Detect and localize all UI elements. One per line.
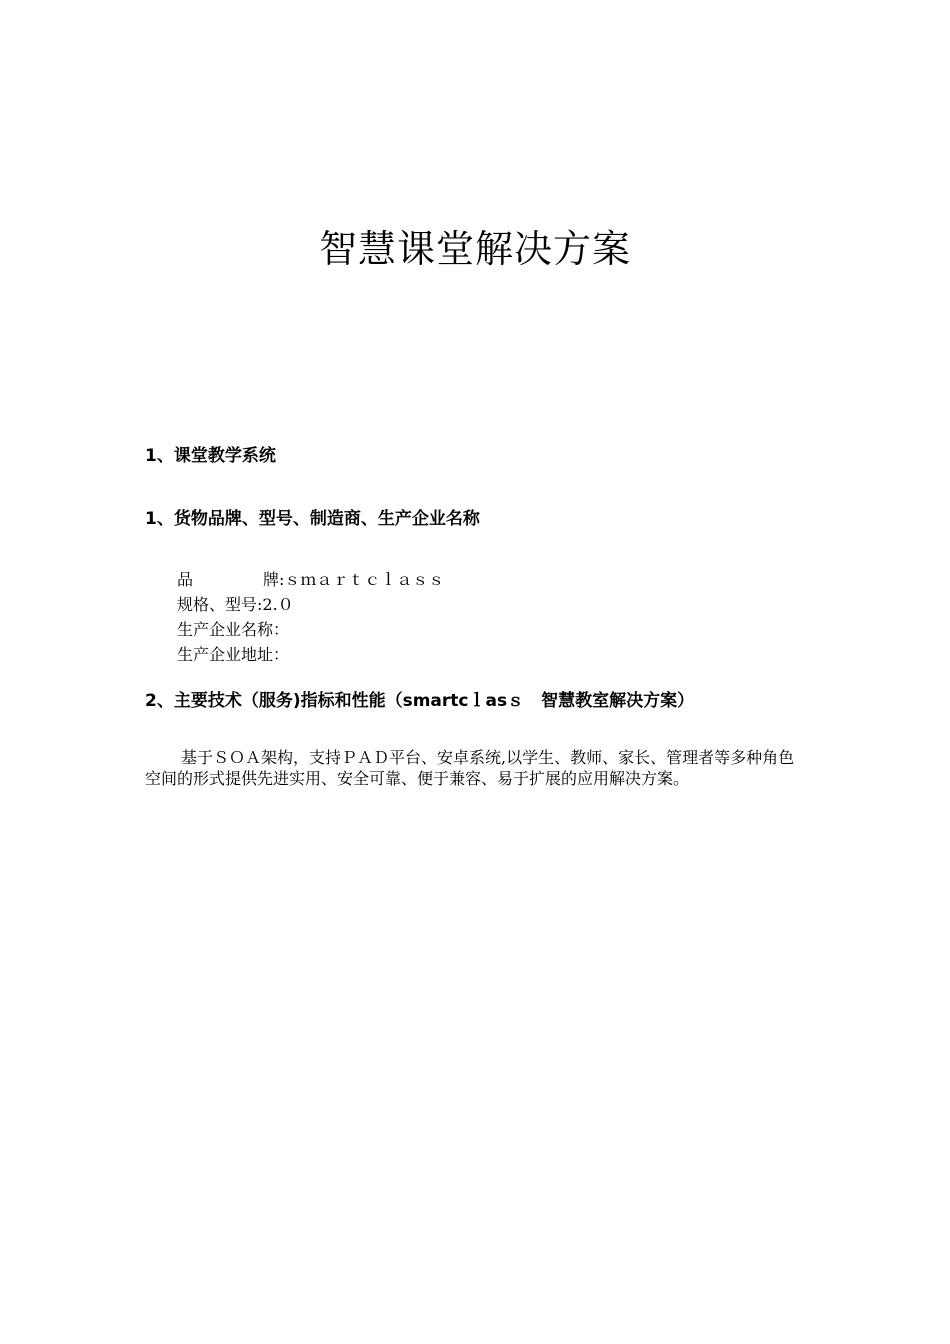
spec-manufacturer-line: 生产企业名称： bbox=[177, 620, 290, 639]
spec-address-line: 生产企业地址： bbox=[177, 645, 290, 664]
spec-brand-line bbox=[177, 568, 444, 592]
section-heading-brand-model-manufacturer: 1、货物品牌、型号、制造商、生产企业名称 bbox=[145, 509, 480, 529]
spec-brand-label-start: 品 bbox=[177, 570, 194, 589]
section-heading-classroom-teaching-system: 1、课堂教学系统 bbox=[145, 446, 276, 466]
spec-brand-label-end: 牌: bbox=[263, 570, 285, 589]
spec-brand-value: ｓｍａｒｔｃｌａｓｓ bbox=[284, 570, 445, 589]
spec-model-line: 规格、型号:2.０ bbox=[177, 595, 294, 614]
body-paragraph: 基于ＳＯＡ架构，支持ＰＡＤ平台、安卓系统,以学生、教师、家长、管理者等多种角色空间的形式提供先进实用、安全可靠、便于兼容、易于扩展的应用解决方案。 bbox=[145, 748, 795, 788]
document-title: 智慧课堂解决方案 bbox=[318, 227, 631, 271]
section-heading-technical-indicators: 2、主要技术（服务)指标和性能（smartcｌasｓ 智慧教室解决方案） bbox=[145, 691, 695, 711]
